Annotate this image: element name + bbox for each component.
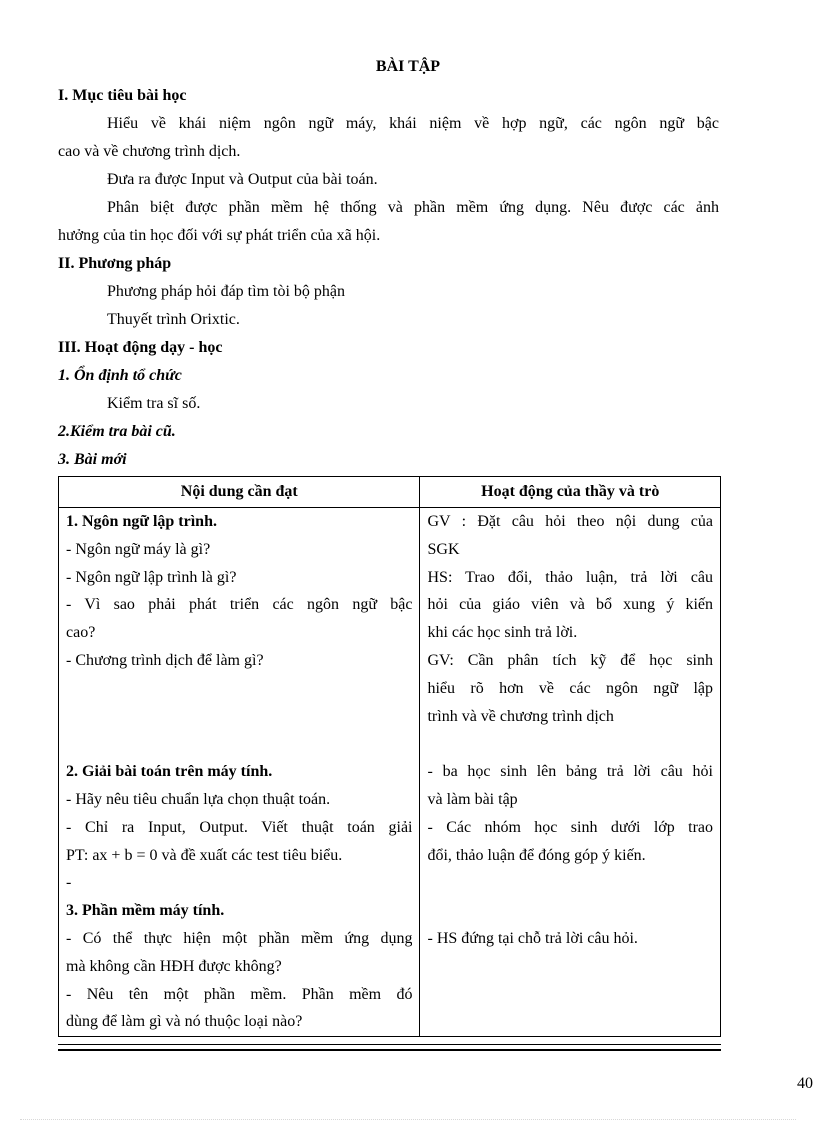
cell-line: - Chương trình dịch để làm gì?	[66, 651, 264, 669]
paragraph-line: Phương pháp hỏi đáp tìm tòi bộ phận	[107, 283, 346, 300]
cell-line: GV: Cần phân tích kỹ để học sinh	[427, 651, 713, 669]
cell-line: - Hãy nêu tiêu chuẩn lựa chọn thuật toán.	[66, 790, 331, 808]
cell-line: - ba học sinh lên bảng trả lời câu hỏi	[427, 763, 713, 781]
content-cell	[59, 508, 420, 1037]
paragraph-line: cao và về chương trình dịch.	[58, 143, 241, 160]
paragraph-line: Đưa ra được Input và Output của bài toán.	[107, 171, 378, 188]
cell-line: - Ngôn ngữ máy là gì?	[66, 540, 211, 558]
section-heading-objectives: I. Mục tiêu bài học	[58, 87, 187, 104]
cell-line: - Các nhóm học sinh dưới lớp trao	[427, 818, 713, 836]
cell-line: SGK	[427, 540, 460, 558]
paragraph-line: Thuyết trình Orixtic.	[107, 311, 240, 328]
activity-cell	[420, 508, 721, 1037]
cell-line: đổi, thảo luận để đóng góp ý kiến.	[427, 846, 646, 864]
cell-line: hiểu rõ hơn về các ngôn ngữ lập	[427, 679, 713, 697]
topic-heading: 1. Ngôn ngữ lập trình.	[66, 513, 217, 530]
page-title: BÀI TẬP	[375, 58, 441, 75]
table-header-row	[59, 477, 721, 508]
paragraph-line: Hiểu về khái niệm ngôn ngữ máy, khái niệm về hợp ngữ, các ngôn ngữ bậc	[107, 115, 719, 132]
cell-line: cao?	[66, 624, 96, 642]
cell-line: trình và về chương trình dịch	[427, 707, 614, 725]
cell-line: mà không cần HĐH được không?	[66, 957, 282, 975]
cell-line: - HS đứng tại chỗ trả lời câu hỏi.	[427, 929, 638, 947]
subheading-review: 2.Kiểm tra bài cũ.	[58, 423, 176, 440]
cell-line: - Vì sao phải phát triển các ngôn ngữ bậc	[66, 596, 413, 614]
cell-line: PT: ax + b = 0 và đề xuất các test tiêu biểu.	[66, 846, 343, 864]
cell-line: - Nêu tên một phần mềm. Phần mềm đó	[66, 985, 413, 1003]
subheading-organization: 1. Ổn định tổ chức	[58, 367, 182, 384]
cell-line: và làm bài tập	[427, 790, 518, 808]
paragraph-line: Kiểm tra sĩ số.	[107, 395, 201, 412]
table-header-activity: Hoạt động của thầy và trò	[420, 477, 721, 508]
topic-heading: 2. Giải bài toán trên máy tính.	[66, 763, 273, 781]
cell-line: - Có thể thực hiện một phần mềm ứng dụng	[66, 929, 413, 947]
cell-line: hỏi của giáo viên và bổ xung ý kiến	[427, 596, 713, 614]
cell-line: khi các học sinh trả lời.	[427, 624, 578, 642]
section-heading-method: II. Phương pháp	[58, 255, 172, 272]
cell-line: dùng để làm gì và nó thuộc loại nào?	[66, 1013, 303, 1031]
cell-line: HS: Trao đổi, thảo luận, trả lời câu	[427, 568, 713, 586]
table-row	[59, 508, 721, 1037]
cell-line: -	[66, 874, 72, 892]
subheading-new-lesson: 3. Bài mới	[58, 451, 127, 468]
lesson-table	[58, 476, 721, 1037]
cell-line: GV : Đặt câu hỏi theo nội dung của	[427, 513, 713, 530]
cell-line: - Chỉ ra Input, Output. Viết thuật toán giải	[66, 818, 413, 836]
cell-line: - Ngôn ngữ lập trình là gì?	[66, 568, 237, 586]
page-bottom-dotted-rule	[20, 1119, 796, 1121]
section-heading-activities: III. Hoạt động dạy - học	[58, 339, 223, 356]
table-bottom-double-rule	[58, 1044, 721, 1051]
topic-heading: 3. Phần mềm máy tính.	[66, 902, 225, 920]
page-number: 40	[797, 1075, 813, 1092]
table-header-content: Nội dung cần đạt	[59, 477, 420, 508]
paragraph-line: Phân biệt được phần mềm hệ thống và phần mềm ứng dụng. Nêu được các ảnh	[107, 199, 719, 216]
paragraph-line: hưởng của tin học đối với sự phát triển của xã hội.	[58, 227, 381, 244]
